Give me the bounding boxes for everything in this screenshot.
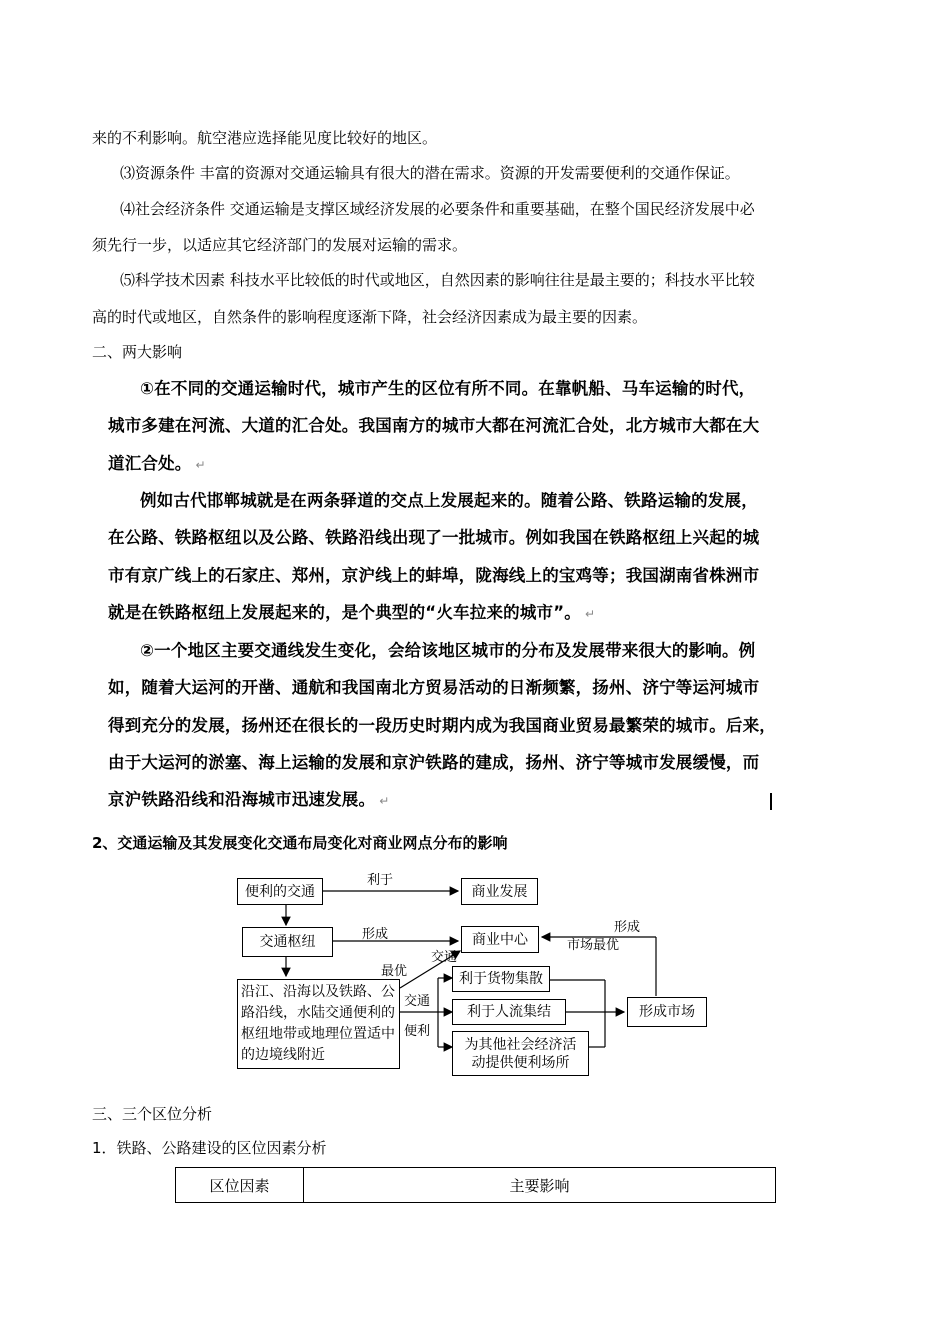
paragraph-technology-cont: 高的时代或地区，自然条件的影响程度逐渐下降，社会经济因素成为最主要的因素。 — [92, 308, 648, 326]
box-form-market: 形成市场 — [627, 997, 707, 1027]
paragraph-mark: ↵ — [379, 794, 390, 808]
bold-line: 如，随着大运河的开凿、通航和我国南北方贸易活动的日渐频繁，扬州、济宁等运河城市 — [108, 678, 760, 697]
label-market-optimal: 市场最优 — [567, 938, 620, 953]
paragraph-social-economy-cont: 须先行一步，以适应其它经济部门的发展对运输的需求。 — [92, 236, 468, 254]
paragraph-mark: ↵ — [195, 458, 206, 472]
box-people-gathering: 利于人流集结 — [452, 999, 566, 1025]
subsection-title: 1．铁路、公路建设的区位因素分析 — [92, 1139, 327, 1157]
box-commerce-development: 商业发展 — [461, 878, 538, 905]
table-header-impact: 主要影响 — [304, 1168, 776, 1203]
section-heading-three: 三、三个区位分析 — [92, 1105, 213, 1123]
bold-line: ①在不同的交通运输时代，城市产生的区位有所不同。在靠帆船、马车运输的时代， — [140, 379, 756, 398]
label-transport-convenient: 交通 — [404, 994, 431, 1009]
label-benefit: 利于 — [367, 873, 394, 888]
bold-line: 得到充分的发展，扬州还在很长的一段历史时期内成为我国商业贸易最繁荣的城市。后来， — [108, 716, 776, 735]
box-convenient-transport: 便利的交通 — [237, 878, 323, 905]
table-header-factor: 区位因素 — [176, 1168, 304, 1203]
paragraph-mark: ↵ — [585, 607, 596, 621]
box-other-activities: 为其他社会经济活动提供便利场所 — [452, 1031, 589, 1076]
paragraph-text: 来的不利影响。航空港应选择能见度比较好的地区。 — [92, 129, 438, 147]
location-factor-table — [175, 1167, 776, 1203]
paragraph-technology: ⑸科学技术因素 科技水平比较低的时代或地区，自然因素的影响往往是最主要的；科技水平比较 — [120, 271, 755, 289]
bold-line-text: 道汇合处。 — [108, 454, 192, 473]
box-transport-hub: 交通枢纽 — [242, 927, 333, 957]
bold-line: ②一个地区主要交通线发生变化，会给该地区城市的分布及发展带来很大的影响。例 — [140, 641, 756, 660]
label-form-2: 形成 — [614, 920, 641, 935]
label-form: 形成 — [362, 927, 389, 942]
label-transport-optimal: 交通 — [431, 950, 458, 965]
bold-line: 由于大运河的淤塞、海上运输的发展和京沪铁路的建成，扬州、济宁等城市发展缓慢，而 — [108, 753, 760, 772]
bold-line: 城市多建在河流、大道的汇合处。我国南方的城市大都在河流汇合处，北方城市大都在大 — [108, 416, 760, 435]
label-transport-convenient-2: 便利 — [404, 1024, 431, 1039]
bold-line-text: 京沪铁路沿线和沿海城市迅速发展。 — [108, 790, 376, 809]
section-2-title: 2、交通运输及其发展变化交通布局变化对商业网点分布的影响 — [92, 834, 508, 852]
table-header-row — [176, 1168, 776, 1203]
bold-line: 例如古代邯郸城就是在两条驿道的交点上发展起来的。随着公路、铁路运输的发展， — [140, 491, 758, 510]
paragraph-social-economy: ⑷社会经济条件 交通运输是支撑区域经济发展的必要条件和重要基础，在整个国民经济发展中必 — [120, 200, 755, 218]
label-transport-optimal-2: 最优 — [381, 964, 408, 979]
paragraph-resources: ⑶资源条件 丰富的资源对交通运输具有很大的潜在需求。资源的开发需要便利的交通作保证。 — [120, 164, 740, 182]
section-heading-two-impacts: 二、两大影响 — [92, 343, 183, 361]
box-location-conditions: 沿江、沿海以及铁路、公路沿线，水陆交通便利的枢纽地带或地理位置适中的边境线附近 — [237, 979, 400, 1069]
box-commercial-center: 商业中心 — [461, 926, 539, 953]
bold-line: 市有京广线上的石家庄、郑州，京沪线上的蚌埠，陇海线上的宝鸡等；我国湖南省株洲市 — [108, 566, 760, 585]
bold-line: 在公路、铁路枢纽以及公路、铁路沿线出现了一批城市。例如我国在铁路枢纽上兴起的城 — [108, 528, 760, 547]
bold-line-text: 就是在铁路枢纽上发展起来的，是个典型的“火车拉来的城市”。 — [108, 603, 581, 622]
box-goods-gathering: 利于货物集散 — [452, 966, 550, 992]
